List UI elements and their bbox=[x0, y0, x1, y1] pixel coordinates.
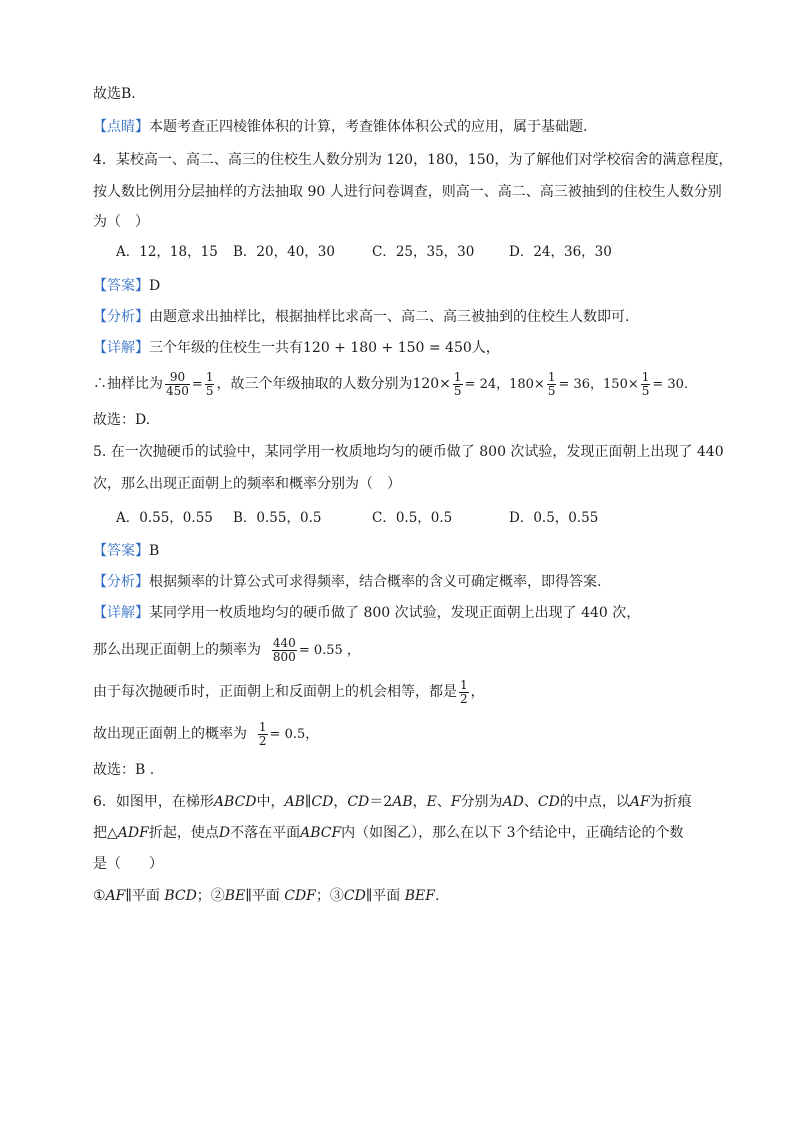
math-variable: ABCD bbox=[213, 794, 257, 810]
q4-option-c: C．25，35，30 bbox=[372, 244, 475, 260]
text-segment: 那么出现正面朝上的频率为 bbox=[93, 642, 261, 658]
q4-option-a: A．12，18，15 bbox=[116, 244, 218, 260]
q6-stem-line3: 是（ ） bbox=[93, 856, 163, 872]
math-variable: BEF bbox=[404, 888, 435, 904]
text-segment: ，故三个年级抽取的人数分别为120× bbox=[216, 376, 451, 392]
q5-answer bbox=[93, 541, 159, 561]
numerator: 1 bbox=[205, 369, 214, 384]
math-variable: E bbox=[426, 794, 437, 810]
math-variable: AB bbox=[392, 794, 413, 810]
numerator: 1 bbox=[258, 719, 267, 734]
denominator: 450 bbox=[166, 383, 189, 398]
text-segment: 内（如图乙），那么在以下 3个结论中，正确结论的个数 bbox=[341, 825, 684, 841]
answer-value: B bbox=[149, 543, 160, 559]
math-variable: AF bbox=[629, 794, 650, 810]
math-variable: ABCF bbox=[300, 825, 342, 841]
fraction bbox=[205, 371, 215, 398]
q5-option-b: B．0.55，0.5 bbox=[233, 510, 322, 526]
math-variable: D bbox=[218, 825, 231, 841]
math-variable: F bbox=[450, 794, 461, 810]
numerator: 1 bbox=[547, 369, 556, 384]
denominator: 2 bbox=[460, 691, 468, 706]
text-segment: ① bbox=[93, 888, 106, 904]
q5-detail-line2 bbox=[93, 634, 360, 667]
equals-sign: = bbox=[191, 377, 203, 392]
numerator: 1 bbox=[460, 677, 468, 692]
text-segment: 折起，使点 bbox=[148, 825, 219, 841]
comment-line bbox=[93, 117, 587, 137]
q5-detail-line4 bbox=[93, 718, 318, 751]
text-segment: ；② bbox=[196, 888, 225, 904]
text-segment: 为折痕 bbox=[649, 794, 692, 810]
q4-stem-line2: 按人数比例用分层抽样的方法抽取 90 人进行问卷调查，则高一、高二、高三被抽到的住校生人数分别 bbox=[93, 184, 722, 200]
comment-tag: 【点睛】 bbox=[93, 119, 149, 135]
q5-analysis bbox=[93, 572, 601, 592]
q5-detail bbox=[93, 603, 640, 623]
fraction bbox=[165, 371, 190, 398]
text-segment: ＝2 bbox=[369, 794, 393, 810]
q4-detail-line2 bbox=[93, 368, 688, 401]
math-variable: CD bbox=[347, 794, 370, 810]
answer-tag: 【答案】 bbox=[93, 278, 149, 294]
text-segment: 故出现正面朝上的概率为 bbox=[93, 726, 247, 742]
text-segment: 把△ bbox=[93, 825, 118, 841]
q4-option-d: D．24，36，30 bbox=[509, 244, 612, 260]
numerator: 440 bbox=[272, 635, 296, 650]
denominator: 5 bbox=[547, 383, 556, 398]
detail-tag: 【详解】 bbox=[93, 340, 149, 356]
q4-stem-line1: 4．某校高一、高二、高三的住校生人数分别为 120，180，150，为了解他们对学校宿舍的满意程度， bbox=[93, 152, 733, 168]
text-segment: = 24，180× bbox=[464, 377, 545, 392]
math-variable: CD bbox=[343, 888, 366, 904]
text-segment: 不落在平面 bbox=[230, 825, 301, 841]
q5-detail-line3 bbox=[93, 676, 485, 708]
comment-text: 本题考查正四棱锥体积的计算，考查锥体体积公式的应用，属于基础题. bbox=[149, 119, 588, 135]
fraction bbox=[459, 679, 469, 706]
q4-option-b: B．20，40，30 bbox=[233, 244, 335, 260]
math-variable: AB∥CD bbox=[284, 794, 334, 810]
answer-value: D bbox=[149, 278, 161, 294]
denominator: 5 bbox=[453, 383, 462, 398]
text-segment: 、 bbox=[523, 794, 538, 810]
text-segment: 、 bbox=[436, 794, 451, 810]
text-segment: = 36，150× bbox=[558, 377, 639, 392]
q4-answer bbox=[93, 276, 160, 296]
q5-stem-line1: 5. 在一次抛硬币的试验中，某同学用一枚质地均匀的硬币做了 800 次试验，发现正面朝上出现了 440 bbox=[93, 444, 724, 460]
text-segment: = 0.5， bbox=[269, 727, 319, 742]
q5-option-a: A．0.55，0.55 bbox=[116, 510, 213, 526]
denominator: 2 bbox=[258, 733, 267, 748]
fraction bbox=[258, 721, 268, 748]
denominator: 5 bbox=[641, 383, 650, 398]
text-segment: 由于每次抛硬币时，正面朝上和反面朝上的机会相等，都是 bbox=[93, 684, 457, 700]
q5-stem-line2: 次，那么出现正面朝上的频率和概率分别为（ ） bbox=[93, 476, 401, 492]
detail-tag: 【详解】 bbox=[93, 605, 149, 621]
denominator: 800 bbox=[272, 649, 296, 664]
analysis-tag: 【分析】 bbox=[93, 309, 149, 325]
text-segment: . bbox=[434, 888, 440, 904]
math-variable: BE bbox=[224, 888, 246, 904]
fraction bbox=[547, 371, 557, 398]
q4-detail bbox=[93, 338, 500, 358]
numerator: 90 bbox=[165, 371, 190, 385]
text-segment: ， bbox=[470, 684, 485, 700]
text-segment: 分别为 bbox=[460, 794, 503, 810]
text-segment: ， bbox=[412, 794, 427, 810]
q5-option-c: C．0.5，0.5 bbox=[372, 510, 453, 526]
detail-text: 三个年级的住校生一共有120 + 180 + 150 = 450人， bbox=[149, 340, 500, 356]
math-variable: BCD bbox=[164, 888, 197, 904]
q6-stem-line1 bbox=[93, 792, 692, 812]
analysis-tag: 【分析】 bbox=[93, 574, 149, 590]
q4-stem-line3: 为（ ） bbox=[93, 214, 149, 230]
text-segment: 6．如图甲，在梯形 bbox=[93, 794, 214, 810]
text-segment: = 0.55 ， bbox=[298, 643, 360, 658]
answer-tag: 【答案】 bbox=[93, 543, 149, 559]
numerator: 1 bbox=[641, 369, 650, 384]
numerator: 1 bbox=[453, 369, 462, 384]
math-variable: AF bbox=[105, 888, 126, 904]
text-segment: ∴抽样比为 bbox=[93, 376, 163, 392]
text-segment: = 30. bbox=[652, 377, 689, 392]
q6-stem-line2 bbox=[93, 823, 684, 843]
text-segment: 中， bbox=[256, 794, 285, 810]
text-segment: ∥平面 bbox=[245, 888, 280, 904]
q6-conclusions bbox=[93, 886, 439, 906]
analysis-text: 由题意求出抽样比，根据抽样比求高一、高二、高三被抽到的住校生人数即可. bbox=[149, 309, 630, 325]
denominator: 5 bbox=[205, 383, 214, 398]
math-variable: CD bbox=[537, 794, 560, 810]
text-segment: 的中点，以 bbox=[559, 794, 630, 810]
text-segment: ∥平面 bbox=[365, 888, 401, 904]
q4-end: 故选：D. bbox=[93, 412, 151, 428]
math-variable: ADF bbox=[117, 825, 149, 841]
fraction bbox=[641, 371, 651, 398]
q5-end: 故选：B . bbox=[93, 762, 155, 778]
detail-text: 某同学用一枚质地均匀的硬币做了 800 次试验，发现正面朝上出现了 440 次， bbox=[149, 605, 641, 621]
fraction bbox=[272, 637, 297, 664]
q4-analysis bbox=[93, 307, 629, 327]
math-variable: AD bbox=[502, 794, 524, 810]
math-variable: CDF bbox=[284, 888, 316, 904]
prev-conclusion: 故选B. bbox=[93, 86, 136, 102]
text-segment: ， bbox=[333, 794, 348, 810]
text-segment: ；③ bbox=[315, 888, 344, 904]
analysis-text: 根据频率的计算公式可求得频率，结合概率的含义可确定概率，即得答案. bbox=[149, 574, 602, 590]
fraction bbox=[453, 371, 463, 398]
text-segment: ∥平面 bbox=[125, 888, 160, 904]
q5-option-d: D．0.5，0.55 bbox=[509, 510, 599, 526]
